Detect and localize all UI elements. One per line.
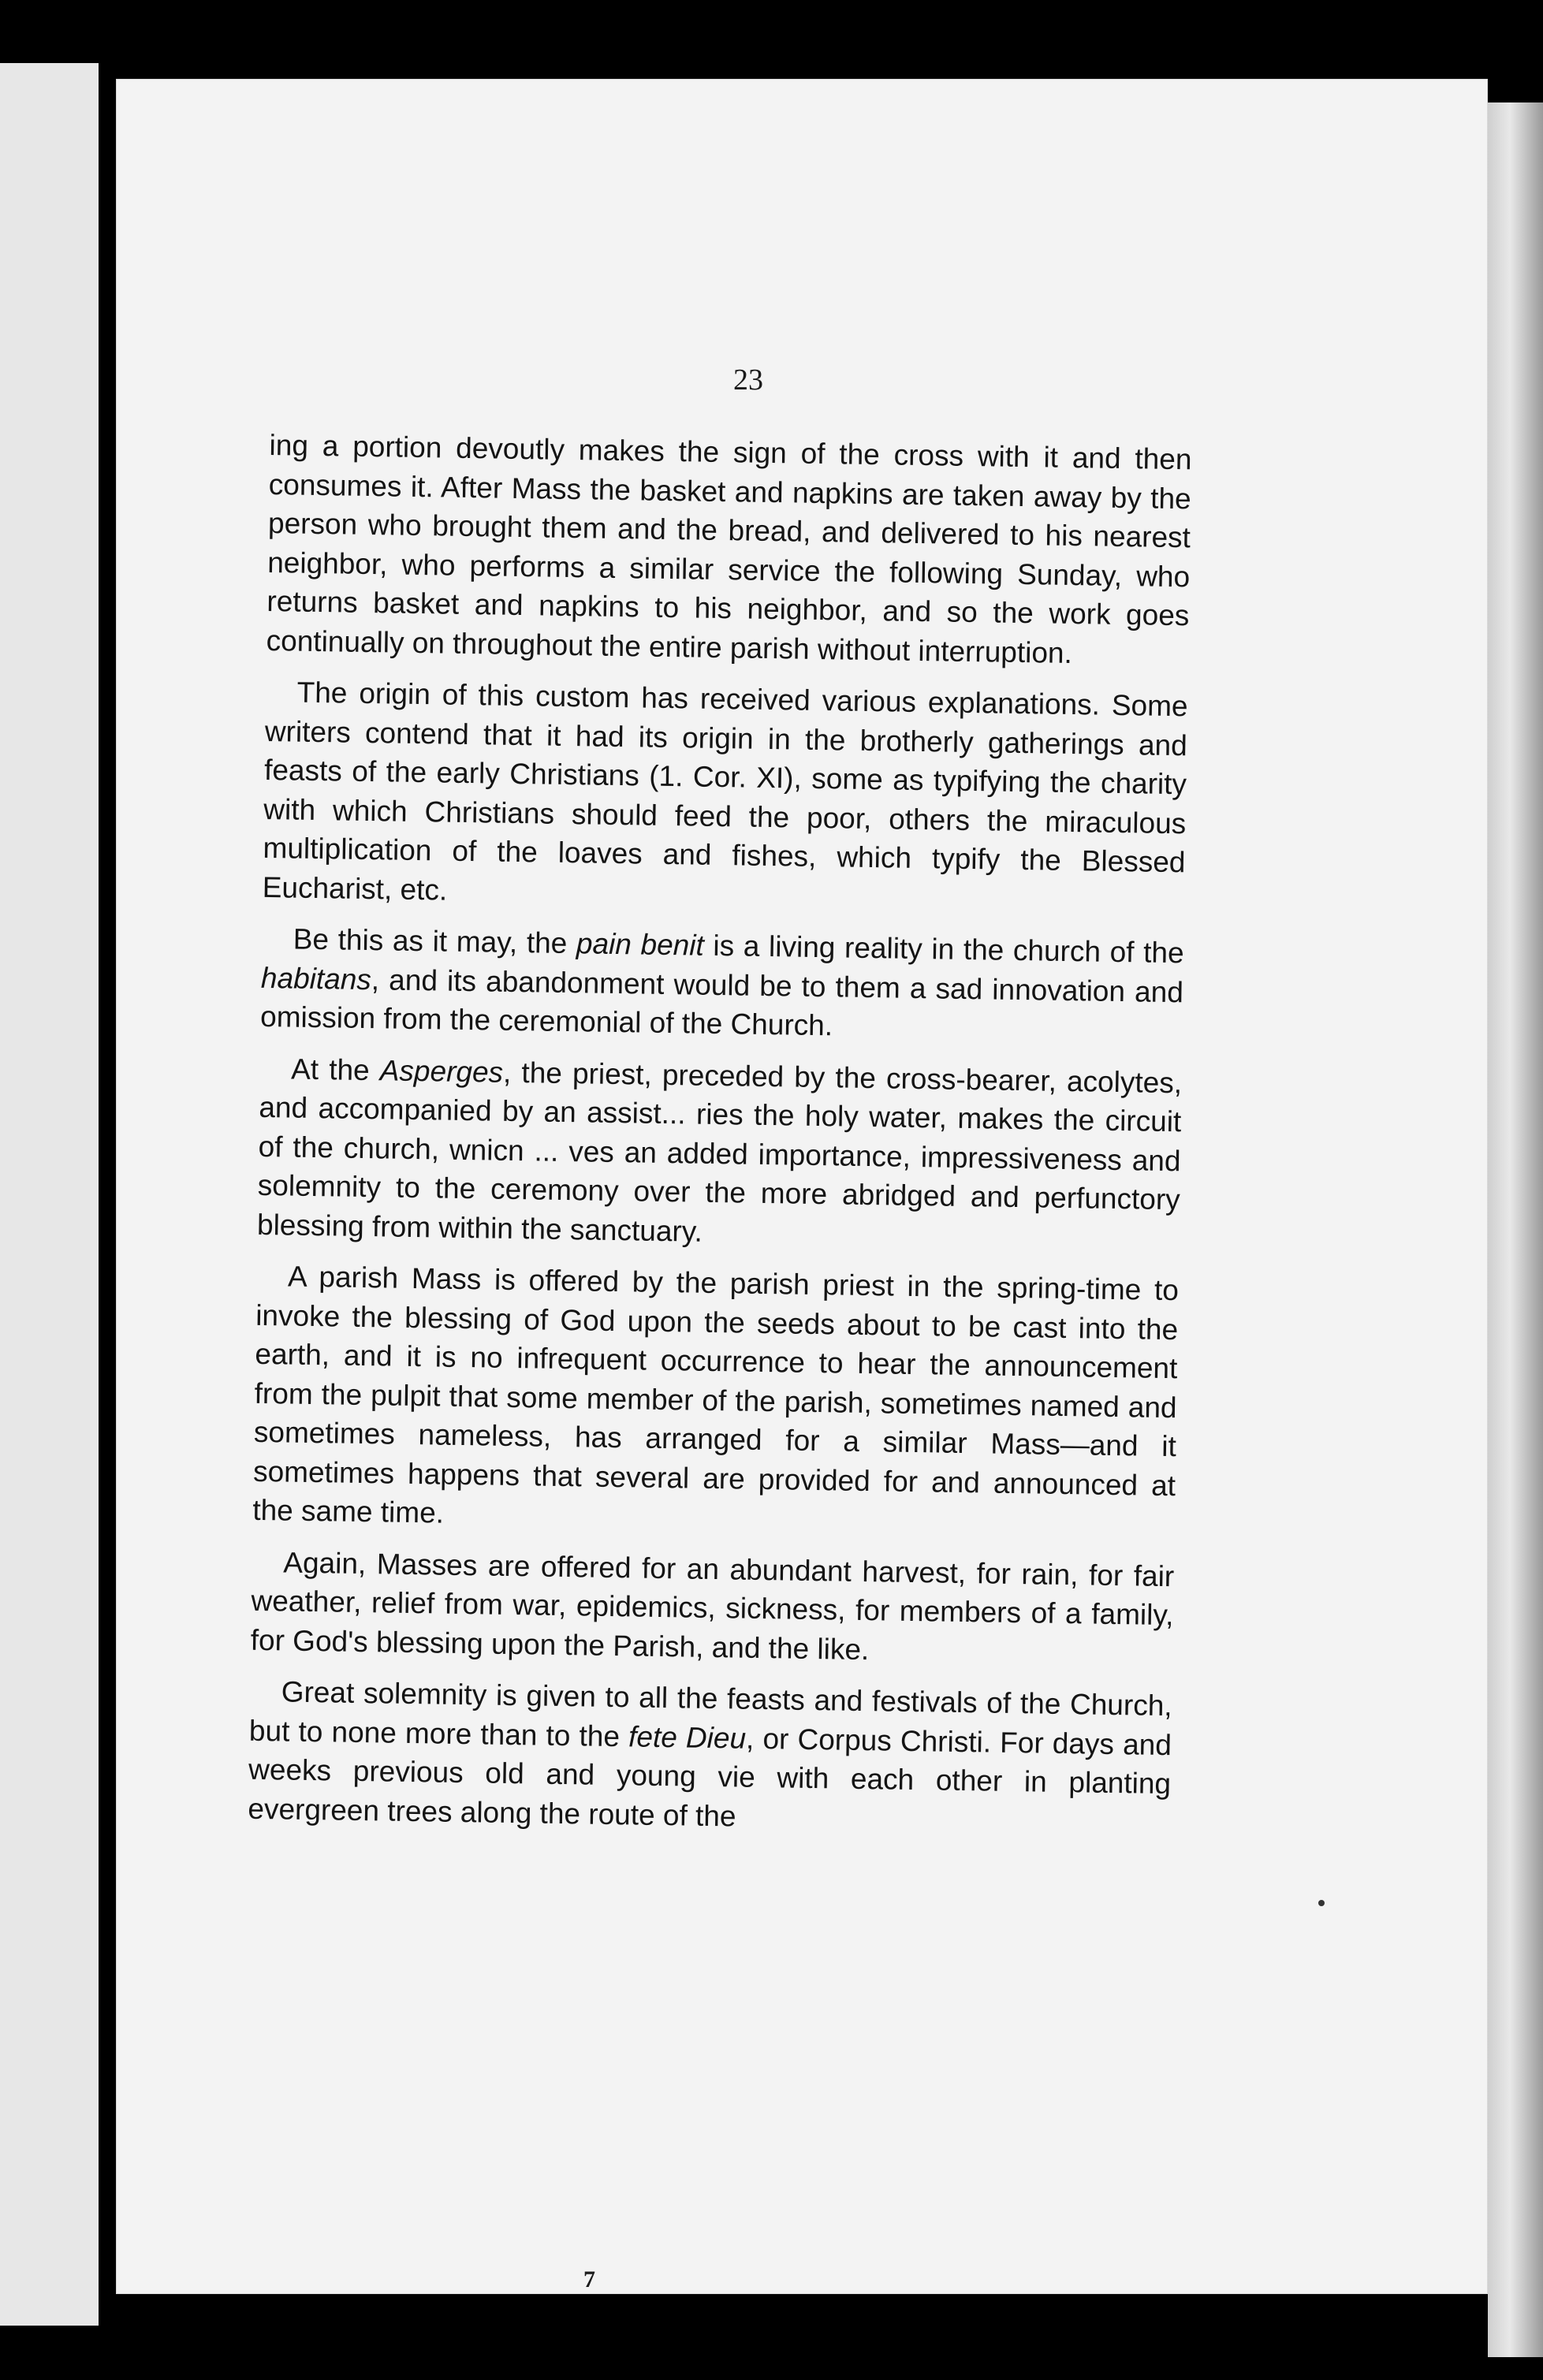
paragraph-5 [252, 1257, 1179, 1544]
text-run: Great solemnity is given to all the feasts and festivals of the Church, but to none more than to the [248, 1675, 1172, 1752]
paragraph-1 [266, 426, 1192, 674]
text-run: Be this as it may, the [293, 922, 577, 960]
text-run: is a living reality in the church of the [703, 929, 1184, 970]
margin-speck [1318, 1900, 1325, 1906]
facing-page-edge [0, 63, 99, 2326]
italic-term: pain benit [576, 927, 705, 962]
book-gutter [99, 79, 116, 2302]
text-run: ing a portion devoutly makes the sign of the cross with it and then consumes it. After Mass the basket and napkins are taken away by the person who brought them and the bread, and delivered to his nearest neighbor, who performs a similar service the following Sunday, who returns basket and napkins to his neighbor, and so the work goes continually on throughout the entire parish without interruption. [266, 428, 1192, 669]
text-run: A parish Mass is offered by the parish priest in the spring-time to invoke the blessing of God upon the seeds about to be cast into the earth, and it is no infrequent occurrence to hear the announcement from the pulpit that some member of the parish, sometimes named and sometimes nameless, has arranged for a similar Mass—and it sometimes happens that several are provided for and announced at the same time. [252, 1260, 1180, 1529]
text-run: Again, Masses are offered for an abundant harvest, for rain, for fair weather, relief from war, epidemics, sickness, for members of a family, for God's blessing upon the Parish, and the like. [250, 1545, 1175, 1666]
paragraph-3 [260, 919, 1184, 1051]
paragraph-2 [262, 672, 1188, 921]
text-run: At the [290, 1052, 381, 1086]
paragraph-7 [248, 1672, 1172, 1842]
paragraph-4 [257, 1048, 1183, 1258]
text-run: , and its abandonment would be to them a sad innovation and omission from the ceremonial of the Church. [259, 963, 1184, 1042]
italic-term: fete Dieu [628, 1719, 747, 1755]
italic-term: habitans [260, 961, 372, 996]
italic-term: Asperges [379, 1053, 504, 1089]
text-run: , or Corpus Christi. For days and weeks previous old and young vie with each other in planting evergreen trees along the route of the [248, 1722, 1172, 1833]
page-stack-edge [1488, 102, 1543, 2357]
paragraph-6 [250, 1542, 1174, 1674]
printer-signature-mark: 7 [583, 2266, 595, 2292]
text-run: The origin of this custom has received various explanations. Some writers contend that it had its origin in the brotherly gatherings and feasts of the early Christians (1. Cor. XI), some as typifying the charity with which Christians should feed the poor, others the miraculous multiplication of the loaves and fishes, which typify the Blessed Eucharist, etc. [262, 676, 1188, 907]
body-text [248, 426, 1192, 1855]
page-number: 23 [733, 363, 763, 397]
text-run: , the priest, preceded by the cross-bearer, acolytes, and accompanied by an assist... ries the holy water, makes the circuit of the church, wnicn ... ves an added importance, impressiveness and solemnity to the ceremony over the more abridged and perfunctory blessing from within the sanctuary. [256, 1056, 1183, 1248]
